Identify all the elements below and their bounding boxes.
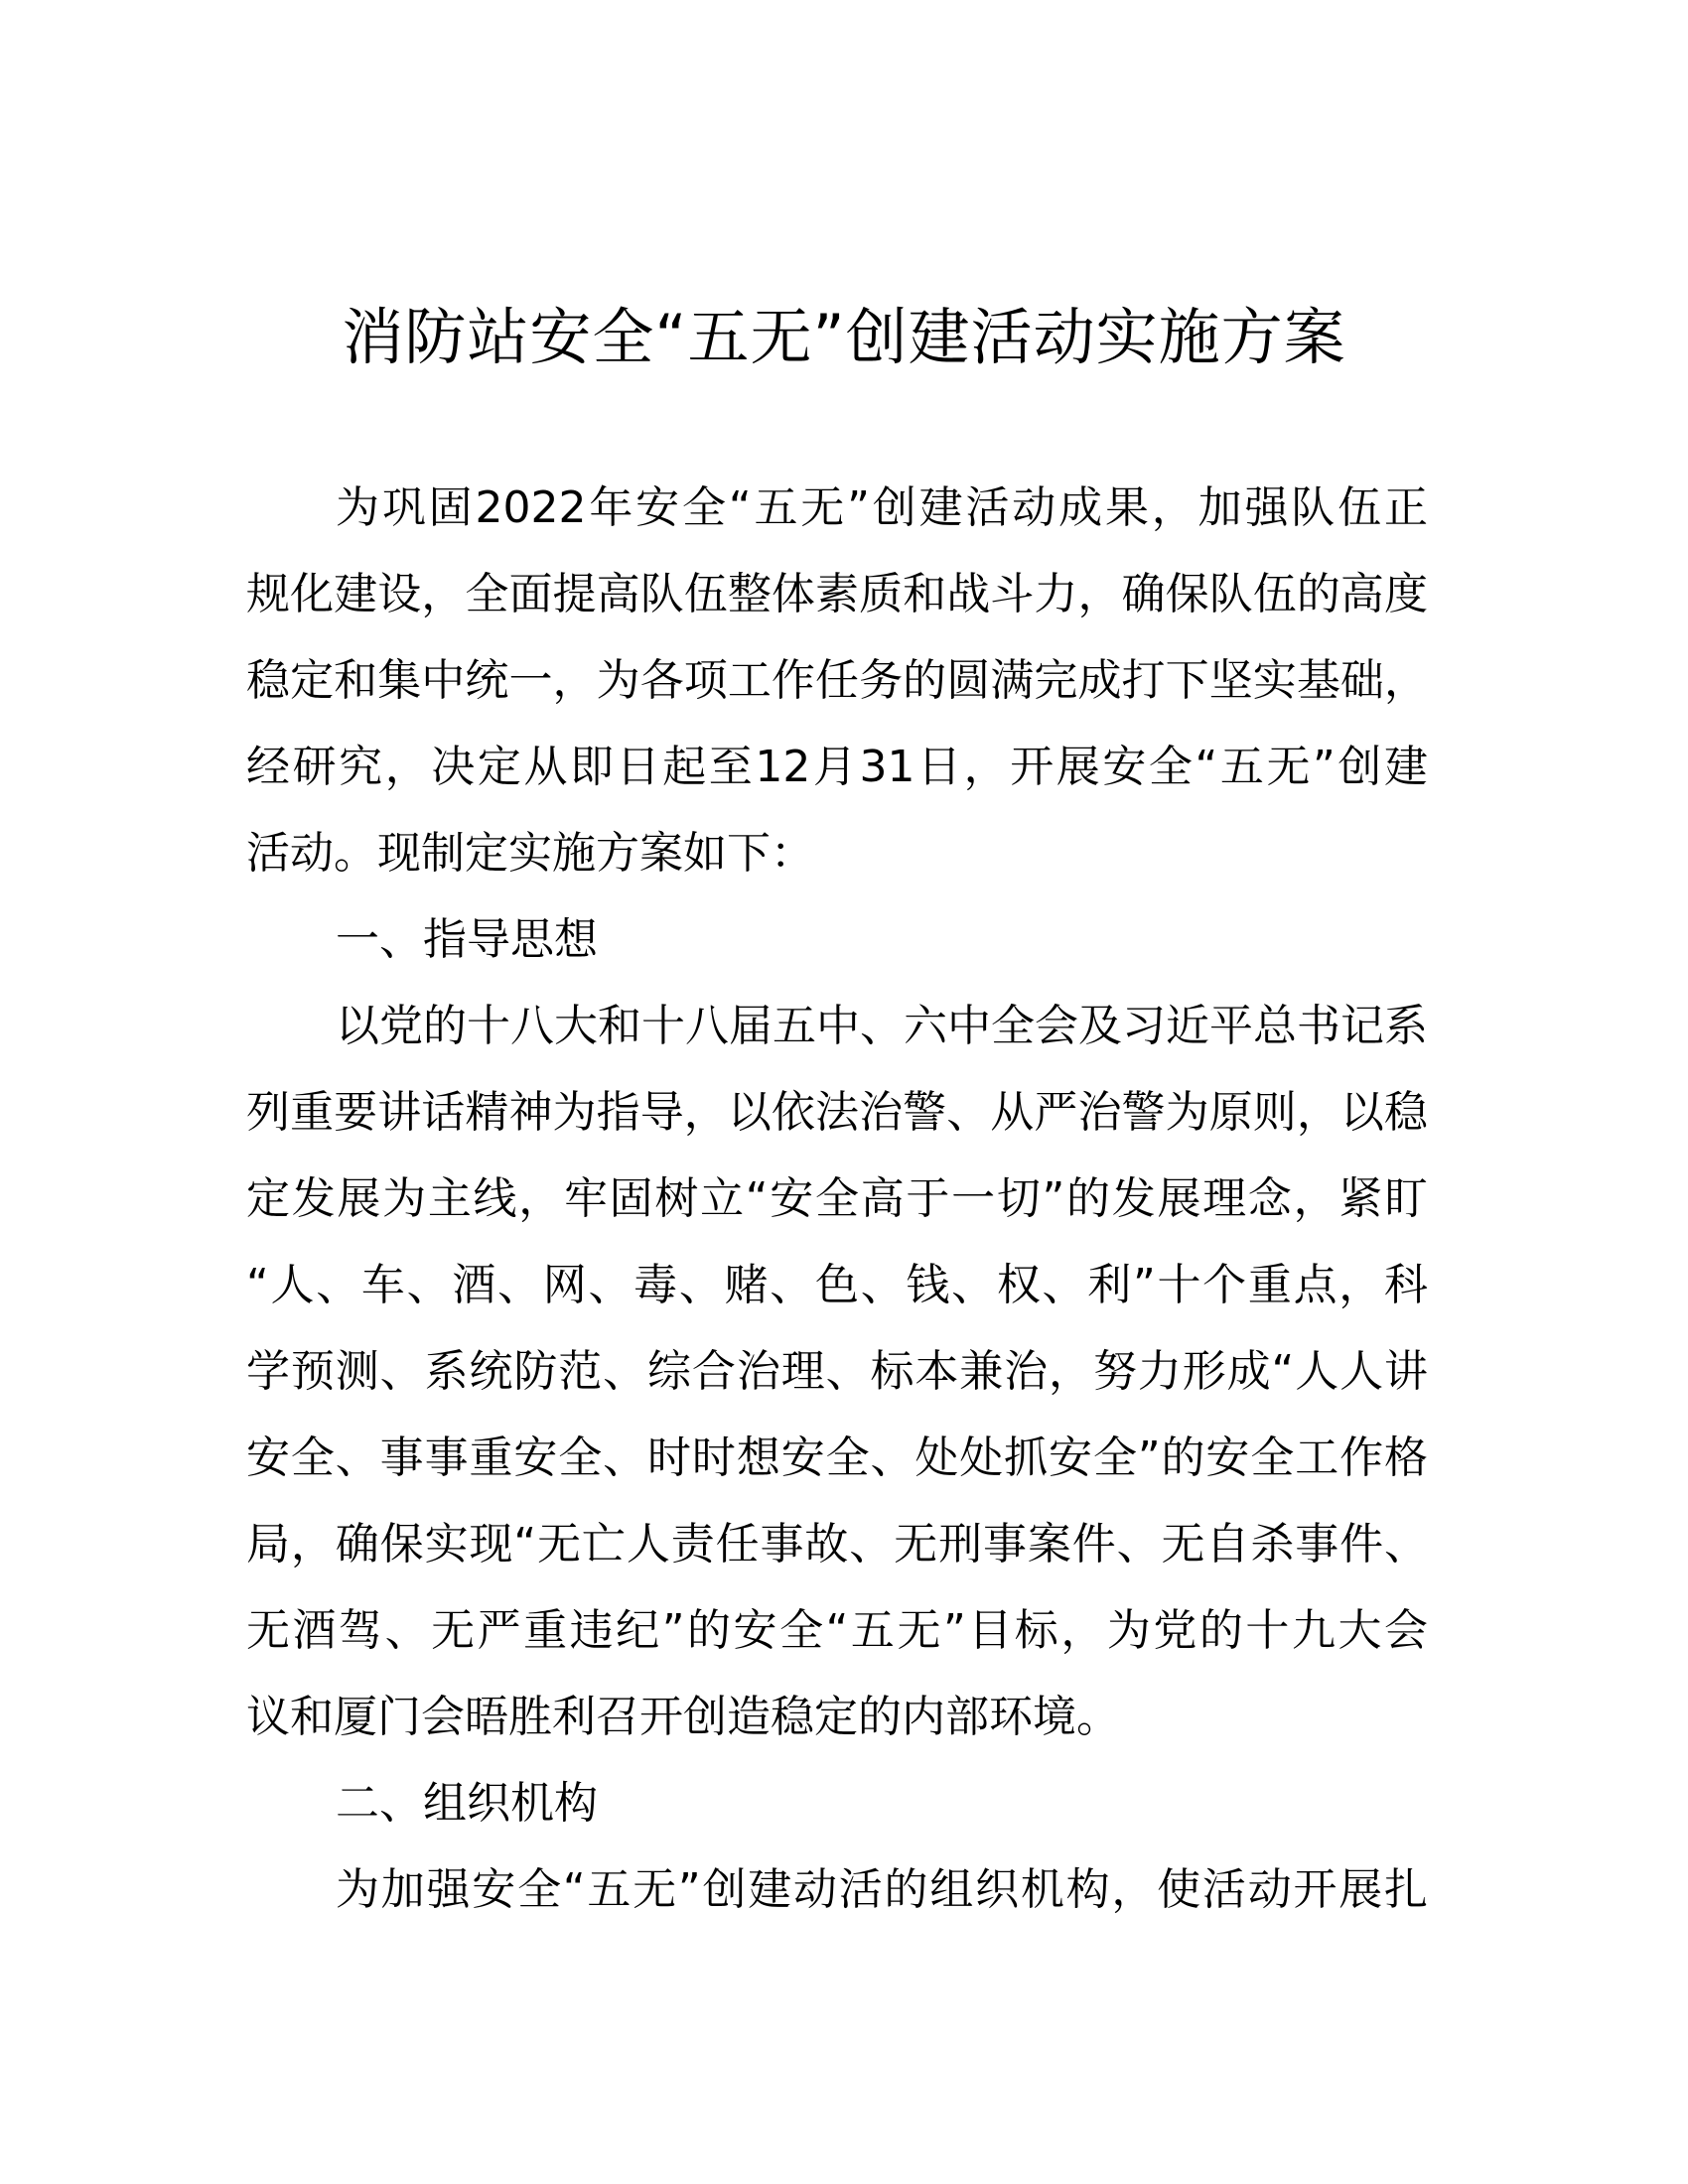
paragraph-line: 以党的十八大和十八届五中、六中全会及习近平总书记系 (336, 1001, 1428, 1051)
paragraph-line: 局，确保实现“无亡人责任事故、无刑事案件、无自杀事件、 (246, 1519, 1428, 1570)
paragraph-line: 稳定和集中统一，为各项工作任务的圆满完成打下坚实基础， (246, 655, 1428, 706)
section-heading: 二、组织机构 (336, 1778, 598, 1829)
paragraph-line: 安全、事事重安全、时时想安全、处处抓安全”的安全工作格 (246, 1433, 1428, 1483)
paragraph-line: 定发展为主线，牢固树立“安全高于一切”的发展理念，紧盯 (246, 1173, 1428, 1224)
paragraph-line: 议和厦门会晤胜利召开创造稳定的内部环境。 (246, 1692, 1120, 1742)
paragraph-line: 无酒驾、无严重违纪”的安全“五无”目标，为党的十九大会 (246, 1605, 1428, 1656)
paragraph-line: 活动。现制定实施方案如下： (246, 828, 814, 879)
paragraph-line: 规化建设，全面提高队伍整体素质和战斗力，确保队伍的高度 (246, 569, 1428, 619)
paragraph-line: “人、车、酒、网、毒、赌、色、钱、权、利”十个重点，科 (246, 1260, 1428, 1310)
paragraph-line: 学预测、系统防范、综合治理、标本兼治，努力形成“人人讲 (246, 1346, 1428, 1397)
paragraph-line: 列重要讲话精神为指导，以依法治警、从严治警为原则，以稳 (246, 1087, 1428, 1138)
paragraph-line: 经研究，决定从即日起至12月31日，开展安全“五无”创建 (246, 742, 1428, 792)
section-heading: 一、指导思想 (336, 914, 598, 965)
paragraph-line: 为巩固2022年安全“五无”创建活动成果，加强队伍正 (336, 482, 1428, 533)
paragraph-line: 为加强安全“五无”创建动活的组织机构，使活动开展扎 (336, 1864, 1428, 1915)
document-title: 消防站安全“五无”创建活动实施方案 (342, 301, 1346, 373)
